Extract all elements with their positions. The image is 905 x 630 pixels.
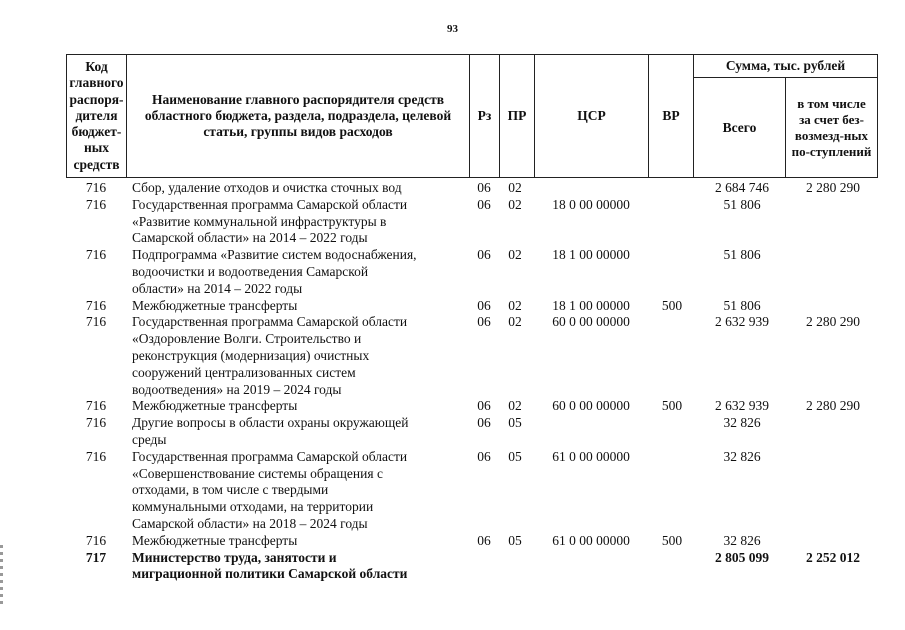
cell-incl: 2 280 290	[806, 398, 860, 414]
cell-name	[132, 247, 462, 297]
cell-total: 51 806	[723, 196, 761, 212]
cell-total: 32 826	[723, 532, 761, 548]
cell-pr: 02	[508, 180, 522, 195]
cell-rz: 06	[477, 415, 491, 431]
cell-name-line: водоочистки и водоотведения Самарской	[132, 263, 369, 279]
cell-name-line: «Оздоровление Волги. Строительство и	[132, 331, 362, 347]
cell-code: 716	[85, 297, 107, 313]
table-header	[66, 54, 878, 178]
scan-artifact	[0, 545, 3, 605]
cell-csr: 18 0 00 00000	[552, 196, 630, 212]
header-code: Код главного распоря-дителя бюджет-ных средств	[67, 55, 127, 177]
cell-rz: 06	[477, 196, 491, 212]
cell-name-line: области» на 2014 – 2022 годы	[132, 280, 303, 296]
cell-name-line: миграционной политики Самарской области	[132, 566, 408, 582]
cell-incl: 2 280 290	[806, 180, 860, 195]
cell-name-line: водоотведения» на 2019 – 2024 годы	[132, 381, 342, 397]
cell-code: 716	[85, 196, 107, 212]
cell-csr: 18 1 00 00000	[552, 297, 630, 313]
cell-code: 716	[85, 448, 107, 464]
cell-csr: 18 1 00 00000	[552, 247, 630, 263]
cell-total: 2 805 099	[715, 549, 769, 565]
cell-total: 32 826	[723, 448, 761, 464]
cell-incl: 2 252 012	[806, 549, 860, 565]
cell-code: 716	[85, 398, 107, 414]
cell-csr: 60 0 00 00000	[552, 314, 630, 330]
page-number: 93	[447, 23, 458, 35]
cell-code: 716	[85, 532, 107, 548]
cell-name-line: Министерство труда, занятости и	[132, 549, 337, 565]
cell-name	[132, 415, 462, 449]
cell-total: 51 806	[723, 247, 761, 263]
cell-rz: 06	[477, 314, 491, 330]
cell-name-line: Государственная программа Самарской области	[132, 448, 408, 464]
cell-name-line: Межбюджетные трансферты	[132, 532, 298, 548]
cell-csr: 61 0 00 00000	[552, 532, 630, 548]
cell-vr: 500	[661, 297, 683, 313]
cell-pr: 02	[508, 398, 522, 414]
cell-name	[132, 314, 462, 398]
cell-name	[132, 298, 462, 315]
cell-code: 716	[85, 180, 107, 195]
cell-name-line: отходами, в том числе с твердыми	[132, 482, 329, 498]
cell-name-line: Государственная программа Самарской области	[132, 314, 408, 330]
cell-name	[132, 449, 462, 533]
cell-total: 51 806	[723, 297, 761, 313]
cell-name	[132, 197, 462, 247]
cell-total: 2 684 746	[715, 180, 769, 195]
cell-csr: 60 0 00 00000	[552, 398, 630, 414]
cell-name-line: Межбюджетные трансферты	[132, 297, 298, 313]
cell-rz: 06	[477, 448, 491, 464]
cell-name	[132, 398, 462, 415]
cell-name-line: «Совершенствование системы обращения с	[132, 465, 383, 481]
cell-rz: 06	[477, 297, 491, 313]
cell-pr: 02	[508, 196, 522, 212]
cell-name-line: среды	[132, 431, 167, 447]
cell-name-line: «Развитие коммунальной инфраструктуры в	[132, 213, 387, 229]
cell-name-line: Самарской области» на 2018 – 2024 годы	[132, 515, 368, 531]
cell-pr: 05	[508, 448, 522, 464]
cell-pr: 05	[508, 415, 522, 431]
header-name: Наименование главного распорядителя средств областного бюджета, раздела, подраздела, целевой статьи, группы видов расходов	[127, 55, 470, 177]
cell-name-line: Межбюджетные трансферты	[132, 398, 298, 414]
cell-name-line: Государственная программа Самарской области	[132, 196, 408, 212]
cell-code: 717	[85, 549, 107, 565]
cell-total: 2 632 939	[715, 398, 769, 414]
cell-name	[132, 550, 462, 584]
cell-name-line: Другие вопросы в области охраны окружающей	[132, 415, 409, 431]
cell-name-line: Сбор, удаление отходов и очистка сточных вод	[132, 180, 402, 195]
cell-name	[132, 180, 462, 197]
cell-rz: 06	[477, 532, 491, 548]
header-total: Всего	[694, 78, 786, 177]
cell-rz: 06	[477, 180, 491, 195]
header-incl: в том числе за счет без-возмезд-ных по-ступлений	[791, 95, 872, 159]
cell-total: 32 826	[723, 415, 761, 431]
cell-name	[132, 533, 462, 550]
cell-code: 716	[85, 314, 107, 330]
cell-incl: 2 280 290	[806, 314, 860, 330]
header-csr: ЦСР	[535, 55, 649, 177]
cell-name-line: реконструкция (модернизация) очистных	[132, 347, 370, 363]
cell-pr: 05	[508, 532, 522, 548]
header-vr: ВР	[649, 55, 694, 177]
header-rz: Рз	[470, 55, 500, 177]
cell-code: 716	[85, 247, 107, 263]
cell-rz: 06	[477, 247, 491, 263]
header-pr: ПР	[500, 55, 535, 177]
cell-total: 2 632 939	[715, 314, 769, 330]
cell-name-line: Самарской области» на 2014 – 2022 годы	[132, 230, 368, 246]
cell-csr: 61 0 00 00000	[552, 448, 630, 464]
header-sum: Сумма, тыс. рублей	[725, 58, 846, 73]
cell-code: 716	[85, 415, 107, 431]
cell-pr: 02	[508, 297, 522, 313]
cell-name-line: Подпрограмма «Развитие систем водоснабжения,	[132, 247, 417, 263]
cell-name-line: коммунальными отходами, на территории	[132, 499, 374, 515]
cell-vr: 500	[661, 532, 683, 548]
cell-pr: 02	[508, 247, 522, 263]
cell-rz: 06	[477, 398, 491, 414]
cell-pr: 02	[508, 314, 522, 330]
cell-vr: 500	[661, 398, 683, 414]
cell-name-line: сооружений централизованных систем	[132, 364, 356, 380]
